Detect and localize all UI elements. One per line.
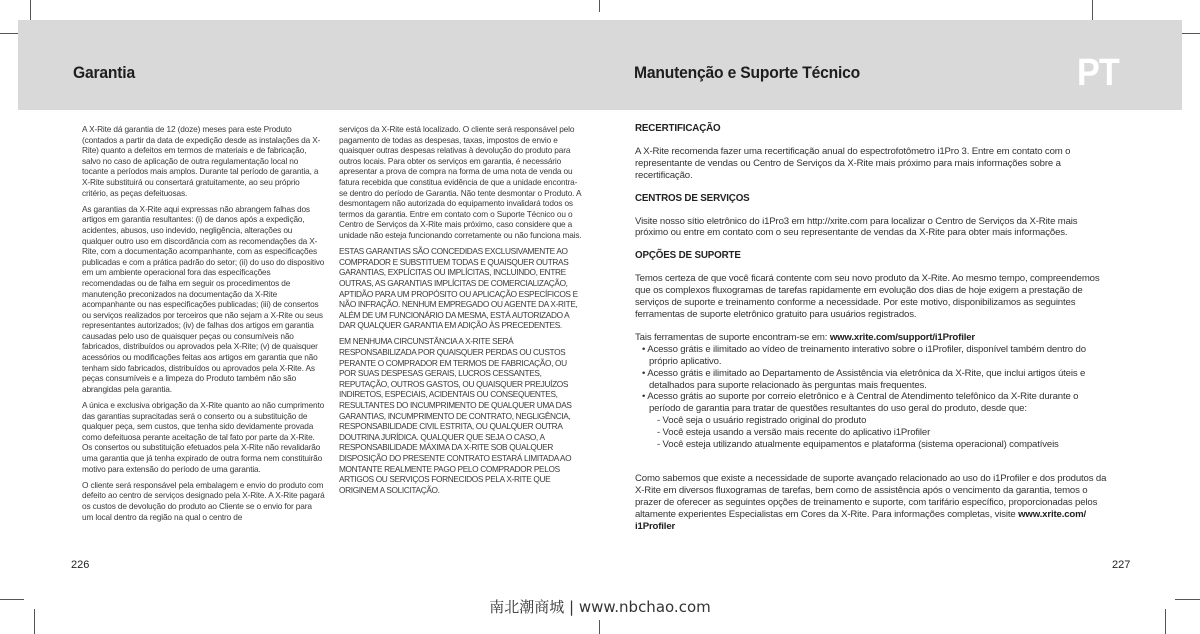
- support-options-intro: Temos certeza de que você ficará contente com seu novo produto da X-Rite. Ao mesmo tempo, compreendemos que os complexos fluxogramas de tarefas rapidamente em evolução dos dias de hoje exigem a prestação de serviços de suporte e treinamento conforme a necessidade. Por este motivo, disponibilizamos as seguintes ferramentas de suporte eletrônico gratuito para usuários registrados.: [635, 273, 1100, 320]
- support-link[interactable]: www.xrite.com/support/i1Profiler: [829, 331, 975, 343]
- service-centers-heading: CENTROS DE SERVIÇOS: [635, 192, 750, 204]
- support-tools-intro: [635, 332, 1110, 344]
- warranty-liability: EM NENHUMA CIRCUNSTÂNCIA A X-RITE SERÁ RESPONSABILIZADA POR QUAISQUER PERDAS OU CUSTOS PERANTE O COMPRADOR EM TERMOS DE FABRICAÇÃO, OU POR SUAS DESPESAS GERAIS, LUCROS CESSANTES, REPUTAÇÃO, OUTROS GASTOS, OU QUAISQUER PREJUÍZOS INDIRETOS, ESPECIAIS, ACIDENTAIS OU CONSEQUENTES, RESULTANTES DO INCUMPRIMENTO DE QUALQUER UMA DAS GARANTIAS, INCUMPRIMENTO DE CONTRATO, NEGLIGÊNCIA, RESPONSABILIDADE CIVIL ESTRITA, OU QUALQUER OUTRA DOUTRINA JURÍDICA. QUALQUER QUE SEJA O CASO, A RESPONSABILIDADE MÁXIMA DA X-RITE SOB QUALQUER DISPOSIÇÃO DO PRESENTE CONTRATO ESTARÁ LIMITADA AO MONTANTE REALMENTE PAGO PELO COMPRADOR PELOS ARTIGOS OU SERVIÇOS FORNECIDOS PELA X-RITE QUE ORIGINEM A SOLICITAÇÃO.: [339, 336, 572, 495]
- support-bullet: • Acesso grátis ao suporte por correio eletrônico e à Central de Atendimento telefônico da X-Rite durante o período de garantia para tratar de questões resultantes do uso geral do produto, desde que:: [642, 391, 1079, 415]
- spacer: [635, 462, 1110, 473]
- watermark: 南北潮商城 | www.nbchao.com: [489, 598, 711, 616]
- warranty-paragraph: As garantias da X-Rite aqui expressas não abrangem falhas dos artigos em garantia resultantes: (i) de danos após a expedição, acidentes, abusos, uso indevido, negligência, alterações ou qualquer outro uso em discordância com as recomendações da X-Rite, com a documentação acompanhante, com as especificações publicadas e com a prática padrão do setor; (ii) do uso do dispositivo em um ambiente operacional fora das especificações recomendadas ou de falha em seguir os procedimentos de manutenção preconizados na documentação da X-Rite acompanhante ou nas especificações publicadas; (iii) de consertos ou serviços realizados por terceiros que não sejam a X-Rite ou seus representantes autorizados; (iv) de falhas dos artigos em garantia causadas pelo uso de quaisquer peças ou consumíveis não fabricados, distribuídos ou aprovados pela X-Rite; (v) de quaisquer acessórios ou modificações feitas aos artigos em garantia que não tenham sido fabricados, distribuídos ou aprovados pela X-Rite. As peças consumíveis e a limpeza do Produto também não são abrangidas pela garantia.: [82, 203, 325, 394]
- support-bullet: • Acesso grátis e ilimitado ao Departamento de Assistência via eletrônica da X-Rite, que inclui artigos úteis e detalhados para suporte relacionado às perguntas mais frequentes.: [642, 367, 1086, 391]
- warranty-column-1: [82, 124, 325, 528]
- warranty-paragraph: serviços da X-Rite está localizado. O cliente será responsável pelo pagamento de todas as despesas, taxas, impostos de envio e quaisquer outras despesas relativas à devolução do produto para outros locais. Para obter os serviços em garantia, é necessário apresentar a prova de compra na forma de uma nota de venda ou fatura recebida que constitua evidência de que a unidade encontra-se dentro do período de Garantia. Não tente desmontar o Produto. A desmontagem não autorizada do equipamento invalidará todos os termos da garantia. Entre em contato com o Suporte Técnico ou o Centro de Serviços da X-Rite mais próximo, caso considere que a unidade não esteja funcionando corretamente ou não funciona mais.: [339, 124, 582, 240]
- support-options-heading: OPÇÕES DE SUPORTE: [635, 250, 741, 262]
- advanced-support-paragraph: [635, 473, 1110, 533]
- advanced-support-text: Como sabemos que existe a necessidade de suporte avançado relacionado ao uso do i1Profiler e dos produtos da X-Rite em diversos fluxogramas de tarefas, bem como de assistência após o vencimento da garantia, temos o prazer de oferecer as seguintes opções de treinamento e suporte, com tarifário específico, proporcionadas pelos altamente experientes Especialistas em Cores da X-Rite. Para informações completas, visite: [635, 472, 1107, 520]
- support-condition: - Você esteja utilizando atualmente equipamentos e plataforma (sistema operacional) compatíveis: [657, 439, 1059, 451]
- support-condition: - Você seja o usuário registrado original do produto: [657, 415, 867, 427]
- crop-mark: [599, 0, 600, 12]
- service-centers-body: Visite nosso sítio eletrônico do i1Pro3 em http://xrite.com para localizar o Centro de Serviços da X-Rite mais próximo ou entre em contato com o seu representante de vendas da X-Rite para obter mais informações.: [635, 215, 1078, 239]
- warranty-paragraph: A X-Rite dá garantia de 12 (doze) meses para este Produto (contados a partir da data de expedição desde as instalações da X-Rite) quanto a defeitos em termos de materiais e de fabricação, salvo no caso de aplicação de outra regulamentação local no tocante a períodos mais amplos. Durante tal período de garantia, a X-Rite substituirá ou consertará gratuitamente, ao seu próprio critério, as peças defeituosas.: [82, 124, 321, 198]
- language-badge: PT: [1077, 52, 1119, 94]
- section-title-warranty: Garantia: [73, 63, 135, 82]
- warranty-paragraph: O cliente será responsável pela embalagem e envio do produto com defeito ao centro de serviços designado pela X-Rite. A X-Rite pagará os custos de devolução do produto ao Cliente se o envio for para um local dentro da região na qual o centro de: [82, 479, 325, 522]
- recertification-body: A X-Rite recomenda fazer uma recertificação anual do espectrofotômetro i1Pro 3. Entre em contato com o representante de vendas ou Centro de Serviços da X-Rite mais próximo para mais informações sobre a recertificação.: [635, 145, 1071, 181]
- page-number-right: 227: [1112, 559, 1131, 571]
- support-bullet: • Acesso grátis e ilimitado ao vídeo de treinamento interativo sobre o i1Profiler, disponível também dentro do próprio aplicativo.: [642, 343, 1086, 367]
- warranty-paragraph: A única e exclusiva obrigação da X-Rite quanto ao não cumprimento das garantias supracitadas será o conserto ou a substituição de qualquer peça, sem custos, que tenha sido devidamente provada como defeituosa perante aceitação de tal fato por parte da X-Rite. Os consertos ou substituição efetuados pela X-Rite não revalidarão uma garantia que já tenha expirado de outra forma nem constituirão motivo para extensão do período de uma garantia.: [82, 400, 325, 474]
- support-column: [635, 123, 1110, 543]
- warranty-disclaimer: ESTAS GARANTIAS SÃO CONCEDIDAS EXCLUSIVAMENTE AO COMPRADOR E SUBSTITUEM TODAS E QUAISQUER OUTRAS GARANTIAS, EXPLÍCITAS OU IMPLÍCITAS, INCLUINDO, ENTRE OUTRAS, AS GARANTIAS IMPLÍCITAS DE COMERCIALIZAÇÃO, APTIDÃO PARA UM PROPÓSITO OU APLICAÇÃO ESPECÍFICOS E NÃO INFRAÇÃO. NENHUM EMPREGADO OU AGENTE DA X-RITE, ALÉM DE UM FUNCIONÁRIO DA MESMA, ESTÁ AUTORIZADO A DAR QUALQUER GARANTIA EM ADIÇÃO ÀS PRECEDENTES.: [339, 246, 578, 331]
- header-band: [18, 20, 1182, 110]
- advanced-support-link[interactable]: www.xrite.com/ i1Profiler: [635, 508, 1086, 532]
- recertification-heading: RECERTIFICAÇÃO: [635, 123, 721, 134]
- section-title-maintenance-support: Manutenção e Suporte Técnico: [634, 63, 861, 82]
- support-tools-prefix: Tais ferramentas de suporte encontram-se em:: [635, 331, 830, 343]
- crop-mark: [599, 620, 600, 634]
- warranty-column-2: [339, 124, 584, 501]
- support-condition: - Você esteja usando a versão mais recente do aplicativo i1Profiler: [657, 427, 931, 439]
- spacer: [635, 451, 1110, 462]
- page-number-left: 226: [71, 559, 90, 571]
